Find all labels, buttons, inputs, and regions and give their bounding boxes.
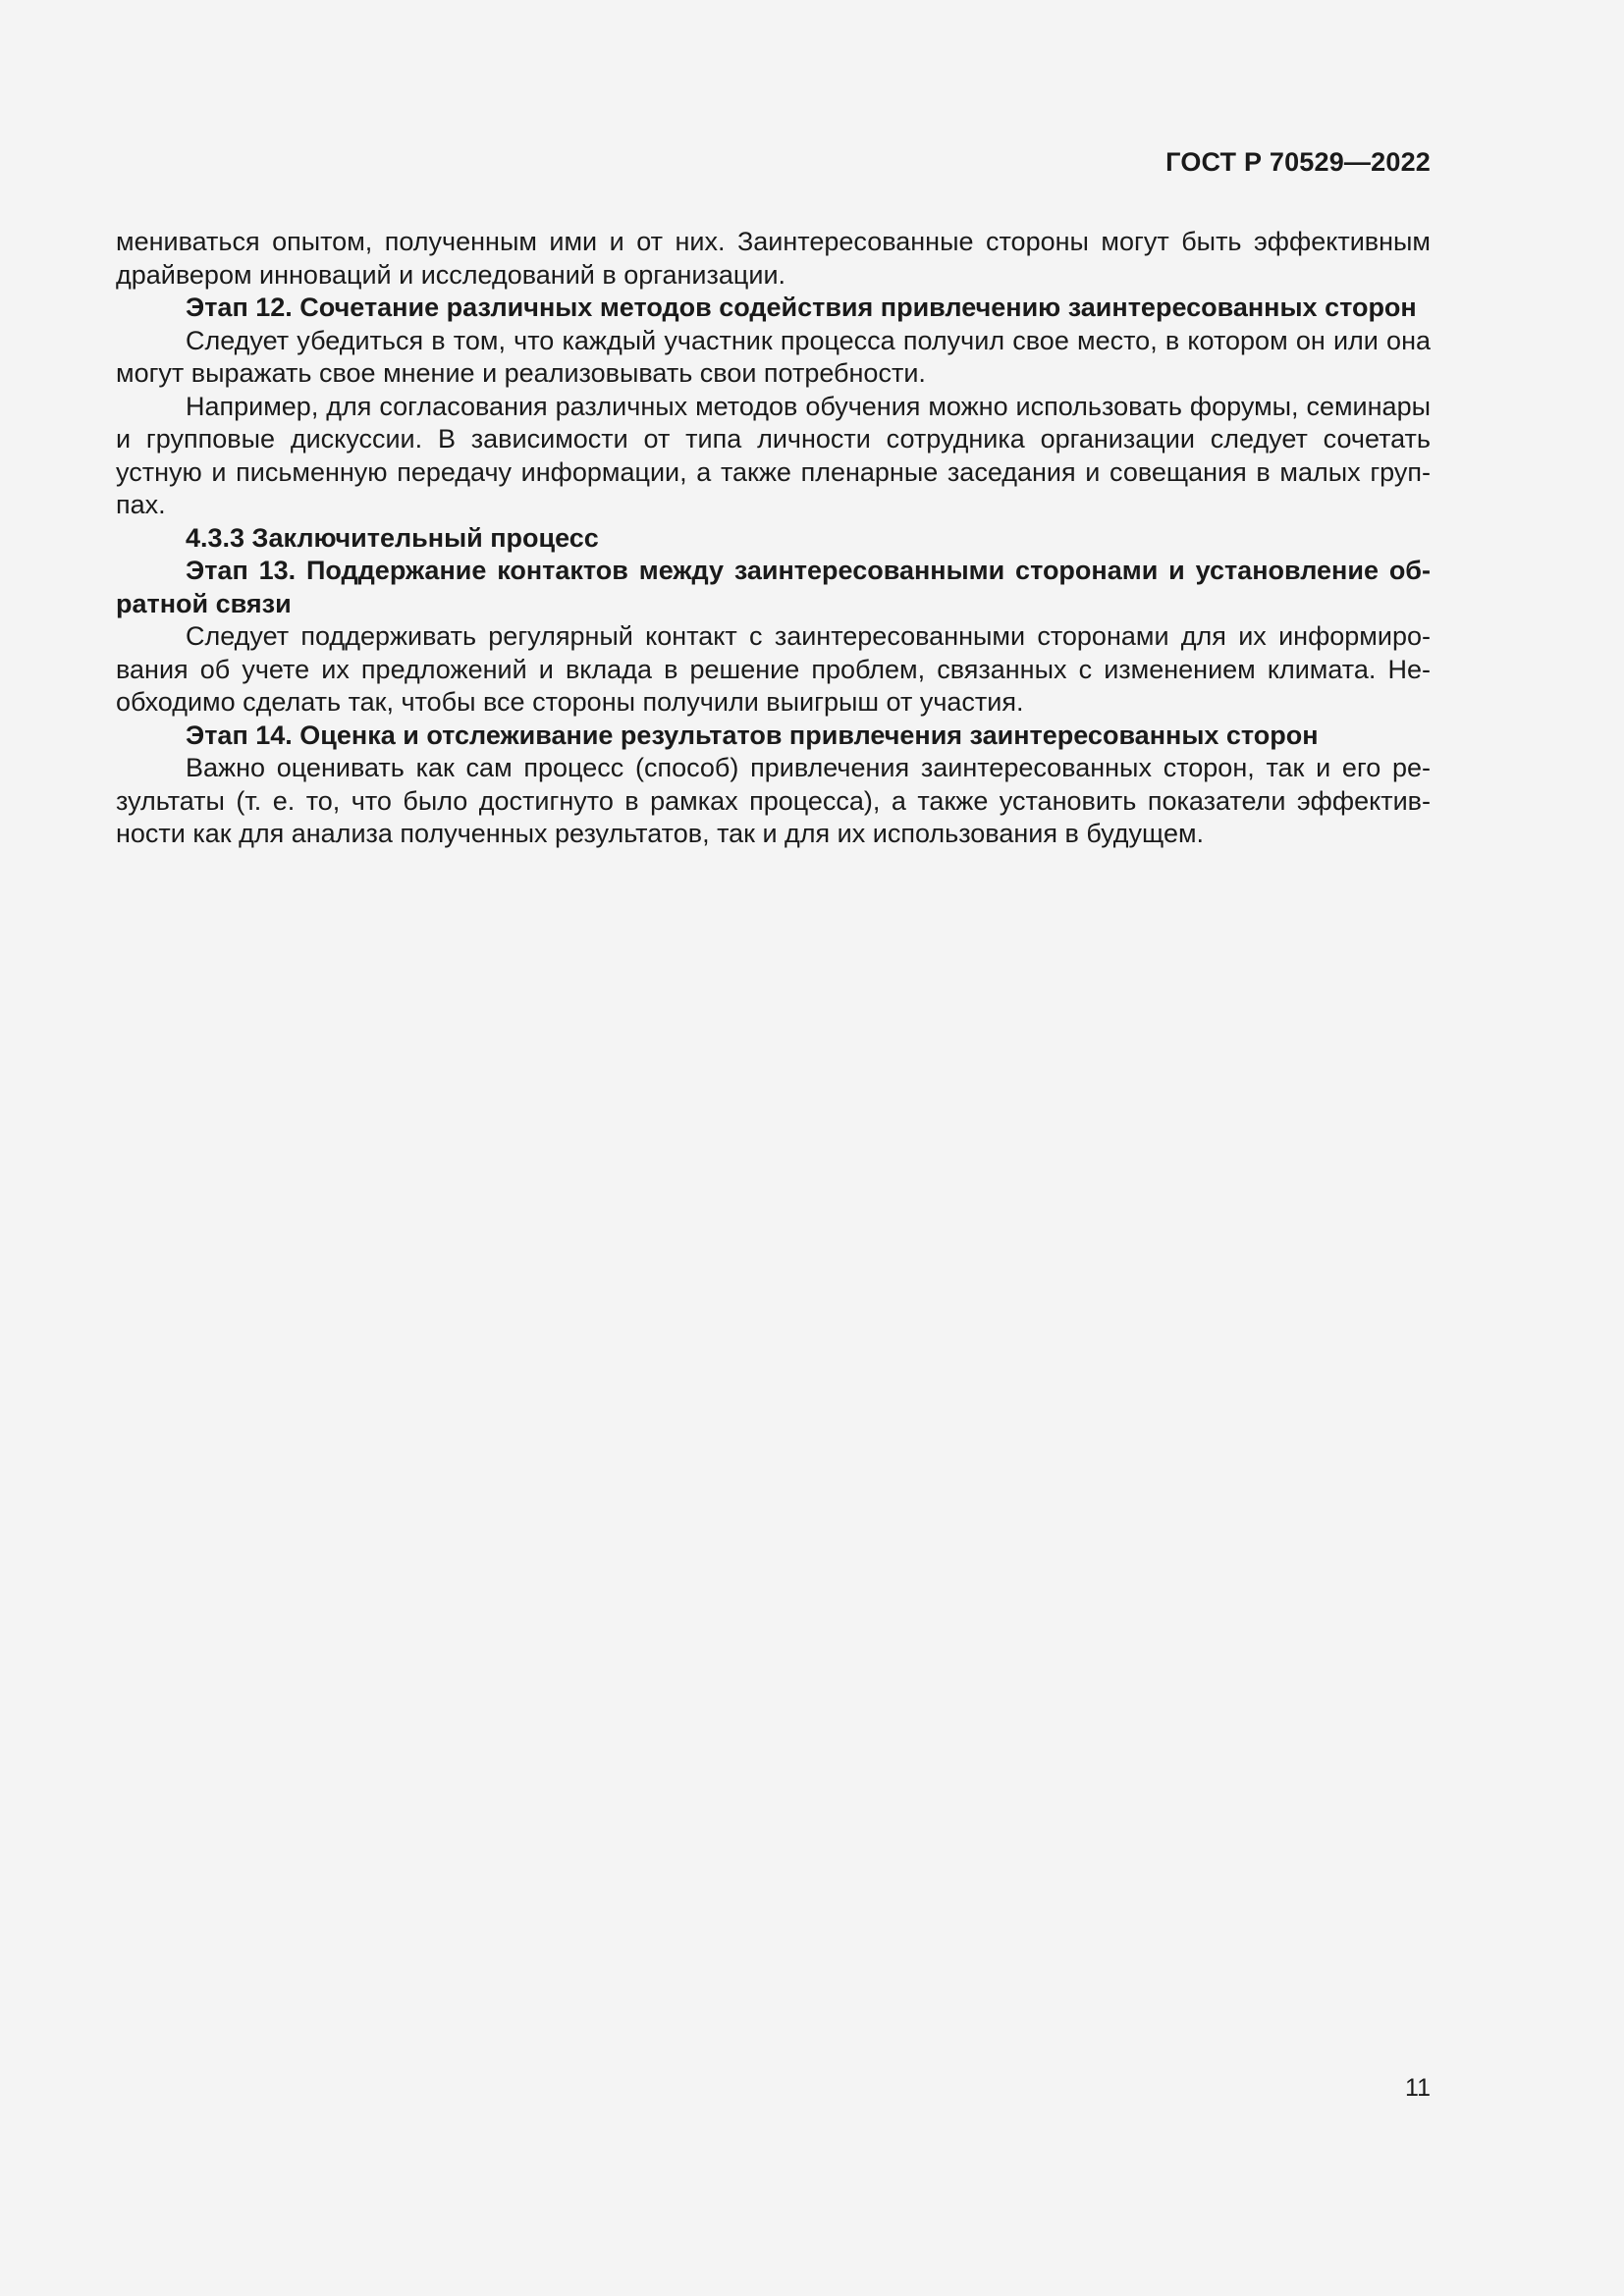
stage-12-paragraph-2: Например, для согласования различных методов обучения можно использовать форумы, семинары и групповые дискуссии. В зависимости от типа личности сотрудника организации следует сочетать устную и письменную передачу информации, а также пленарные заседания и совещания в малых группах. (116, 391, 1431, 519)
document-body (116, 226, 1431, 851)
stage-13-paragraph: Следует поддерживать регулярный контакт с заинтересованными сторонами для их информирования об учете их предложений и вклада в решение проблем, связанных с изменением климата. Необходимо сделать так, чтобы все стороны получили выигрыш от участия. (116, 621, 1431, 717)
stage-14-heading: Этап 14. Оценка и отслеживание результатов привлечения заинтересованных сторон (186, 720, 1319, 750)
stage-12-heading: Этап 12. Сочетание различных методов содействия привлечению заинтересованных сторон (186, 293, 1417, 322)
document-header-id: ГОСТ Р 70529—2022 (1165, 147, 1431, 177)
stage-13-heading: Этап 13. Поддержание контактов между заинтересованными сторонами и установление обратной связи (116, 556, 1431, 618)
section-4-3-3-heading: 4.3.3 Заключительный процесс (186, 522, 599, 553)
page-number: 11 (1405, 2074, 1431, 2102)
paragraph-continuation: мениваться опытом, полученным ими и от них. Заинтересованные стороны могут быть эффективным драйвером инноваций и исследований в организации. (116, 227, 1431, 290)
stage-12-paragraph-1: Следует убедиться в том, что каждый участник процесса получил свое место, в котором он или она могут выражать свое мнение и реализовывать свои потребности. (116, 325, 1431, 388)
stage-14-paragraph: Важно оценивать как сам процесс (способ) привлечения заинтересованных сторон, так и его результаты (т. е. то, что было достигнуто в рамках процесса), а также установить показатели эффективности как для анализа полученных результатов, так и для их использования в будущем. (116, 753, 1431, 848)
